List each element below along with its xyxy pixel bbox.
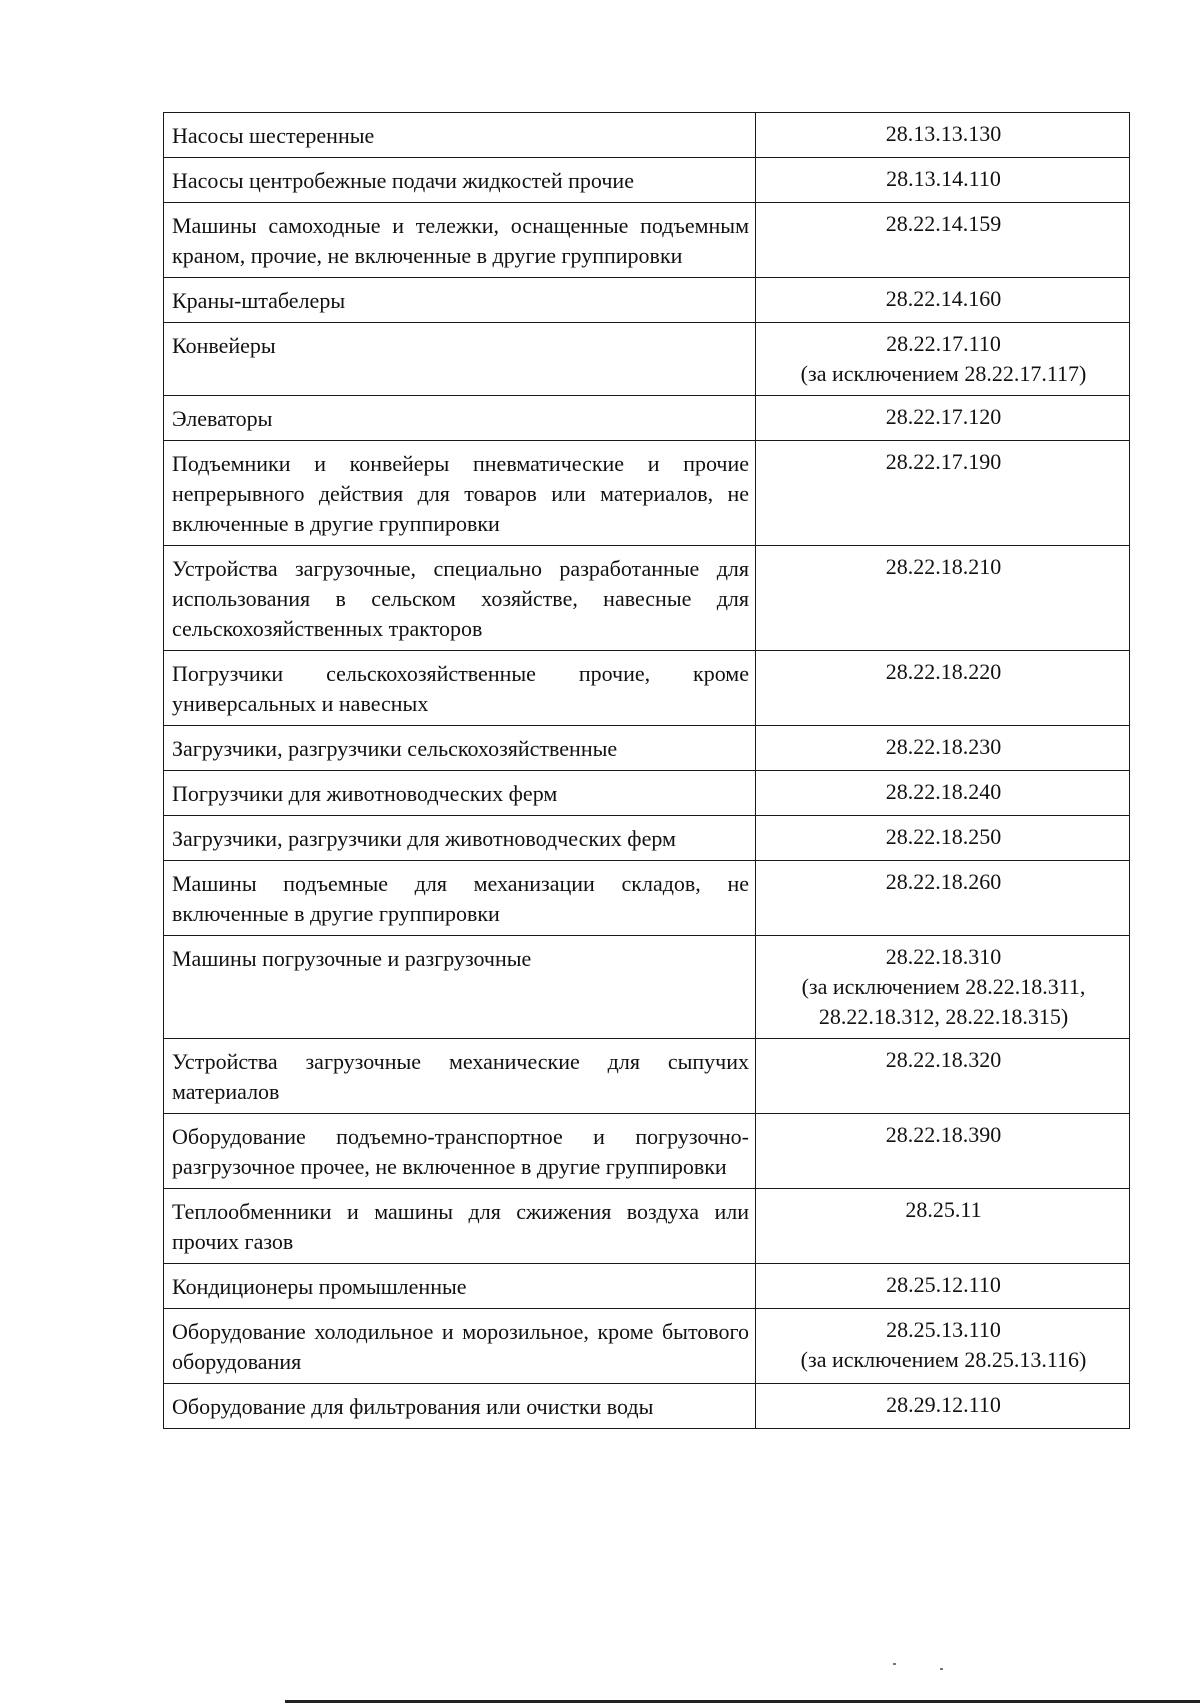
okpd2-code: 28.22.18.210 xyxy=(885,554,1002,579)
item-name-cell: Машины погрузочные и разгрузочные xyxy=(164,936,756,1039)
scan-speck xyxy=(940,1668,943,1670)
table-row xyxy=(164,816,1130,861)
table-row xyxy=(164,203,1130,278)
okpd2-code-cell xyxy=(756,546,1130,651)
table-row xyxy=(164,651,1130,726)
item-name-cell: Загрузчики, разгрузчики сельскохозяйственные xyxy=(164,726,756,771)
item-name-cell: Элеваторы xyxy=(164,396,756,441)
equipment-code-table xyxy=(163,112,1130,1429)
okpd2-code: 28.22.18.260 xyxy=(885,869,1002,894)
okpd2-code-cell xyxy=(756,1384,1130,1429)
okpd2-code-cell xyxy=(756,1309,1130,1384)
okpd2-code: 28.22.18.220 xyxy=(885,659,1002,684)
table-row xyxy=(164,278,1130,323)
okpd2-code: 28.22.18.230 xyxy=(885,734,1002,759)
okpd2-code-cell xyxy=(756,158,1130,203)
okpd2-code: 28.22.17.110 xyxy=(886,331,1001,356)
okpd2-code: 28.22.18.310 xyxy=(885,944,1002,969)
item-name-cell: Теплообменники и машины для сжижения воздуха или прочих газов xyxy=(164,1189,756,1264)
table-row xyxy=(164,396,1130,441)
code-exception-note: (за исключением 28.25.13.116) xyxy=(800,1347,1087,1372)
table-row xyxy=(164,771,1130,816)
okpd2-code-cell xyxy=(756,1189,1130,1264)
page-bottom-rule xyxy=(285,1700,1200,1703)
table-row xyxy=(164,441,1130,546)
code-exception-note: 28.22.18.312, 28.22.18.315) xyxy=(818,1004,1069,1029)
item-name-cell: Насосы шестеренные xyxy=(164,113,756,158)
okpd2-code-cell xyxy=(756,936,1130,1039)
okpd2-code-cell xyxy=(756,651,1130,726)
okpd2-code: 28.22.17.120 xyxy=(885,404,1002,429)
scan-speck xyxy=(893,1663,896,1665)
item-name-cell: Оборудование для фильтрования или очистки воды xyxy=(164,1384,756,1429)
item-name-cell: Кондиционеры промышленные xyxy=(164,1264,756,1309)
okpd2-code-cell xyxy=(756,113,1130,158)
okpd2-code-cell xyxy=(756,816,1130,861)
table-row xyxy=(164,1189,1130,1264)
okpd2-code-cell xyxy=(756,323,1130,396)
okpd2-code-cell xyxy=(756,203,1130,278)
item-name-cell: Оборудование холодильное и морозильное, кроме бытового оборудования xyxy=(164,1309,756,1384)
okpd2-code-cell xyxy=(756,396,1130,441)
table-row xyxy=(164,546,1130,651)
item-name-cell: Погрузчики для животноводческих ферм xyxy=(164,771,756,816)
okpd2-code-cell xyxy=(756,861,1130,936)
okpd2-code: 28.25.11 xyxy=(905,1197,982,1222)
table-row xyxy=(164,1309,1130,1384)
okpd2-code: 28.22.18.320 xyxy=(885,1047,1002,1072)
okpd2-code: 28.22.14.159 xyxy=(885,211,1002,236)
okpd2-code-cell xyxy=(756,1264,1130,1309)
okpd2-code: 28.29.12.110 xyxy=(886,1392,1001,1417)
okpd2-code: 28.13.13.130 xyxy=(885,121,1002,146)
table-row xyxy=(164,861,1130,936)
code-exception-note: (за исключением 28.22.18.311, xyxy=(801,974,1086,999)
table-row xyxy=(164,1384,1130,1429)
okpd2-code: 28.22.18.240 xyxy=(885,779,1002,804)
okpd2-code: 28.22.18.250 xyxy=(885,824,1002,849)
table-body xyxy=(164,113,1130,1429)
okpd2-code-cell xyxy=(756,278,1130,323)
item-name-cell: Погрузчики сельскохозяйственные прочие, кроме универсальных и навесных xyxy=(164,651,756,726)
okpd2-code: 28.22.17.190 xyxy=(885,449,1002,474)
table-row xyxy=(164,936,1130,1039)
item-name-cell: Краны-штабелеры xyxy=(164,278,756,323)
table-row xyxy=(164,323,1130,396)
table-row xyxy=(164,726,1130,771)
okpd2-code-cell xyxy=(756,1039,1130,1114)
item-name-cell: Устройства загрузочные механические для сыпучих материалов xyxy=(164,1039,756,1114)
table-row xyxy=(164,158,1130,203)
okpd2-code: 28.22.18.390 xyxy=(885,1122,1002,1147)
table-row xyxy=(164,1264,1130,1309)
okpd2-code-cell xyxy=(756,726,1130,771)
okpd2-code-cell xyxy=(756,1114,1130,1189)
table-row xyxy=(164,113,1130,158)
okpd2-code-cell xyxy=(756,771,1130,816)
okpd2-code: 28.13.14.110 xyxy=(886,166,1001,191)
okpd2-code: 28.25.12.110 xyxy=(886,1272,1001,1297)
okpd2-code: 28.22.14.160 xyxy=(885,286,1002,311)
item-name-cell: Оборудование подъемно-транспортное и погрузочно-разгрузочное прочее, не включенное в другие группировки xyxy=(164,1114,756,1189)
item-name-cell: Машины самоходные и тележки, оснащенные подъемным краном, прочие, не включенные в другие группировки xyxy=(164,203,756,278)
okpd2-code: 28.25.13.110 xyxy=(886,1317,1001,1342)
item-name-cell: Конвейеры xyxy=(164,323,756,396)
table-row xyxy=(164,1039,1130,1114)
item-name-cell: Загрузчики, разгрузчики для животноводческих ферм xyxy=(164,816,756,861)
item-name-cell: Устройства загрузочные, специально разработанные для использования в сельском хозяйстве, навесные для сельскохозяйственных тракторов xyxy=(164,546,756,651)
okpd2-code-cell xyxy=(756,441,1130,546)
item-name-cell: Подъемники и конвейеры пневматические и прочие непрерывного действия для товаров или материалов, не включенные в другие группировки xyxy=(164,441,756,546)
code-exception-note: (за исключением 28.22.17.117) xyxy=(800,361,1087,386)
table-row xyxy=(164,1114,1130,1189)
item-name-cell: Машины подъемные для механизации складов, не включенные в другие группировки xyxy=(164,861,756,936)
item-name-cell: Насосы центробежные подачи жидкостей прочие xyxy=(164,158,756,203)
